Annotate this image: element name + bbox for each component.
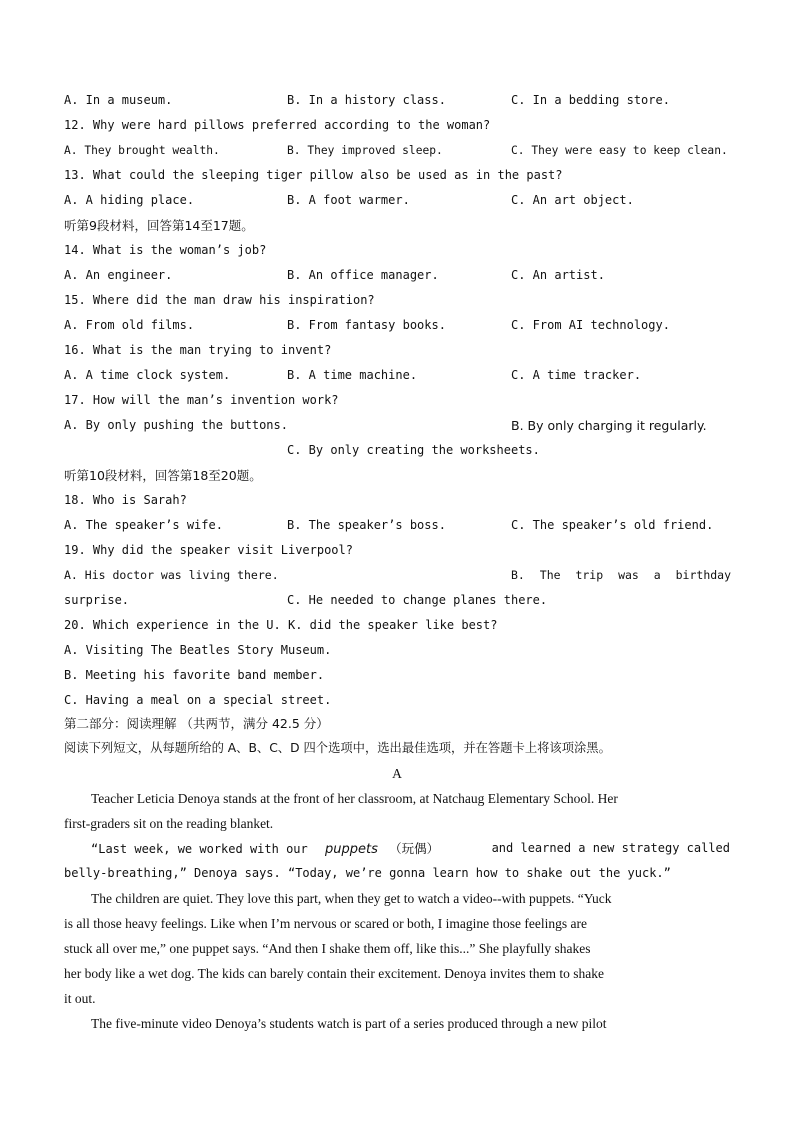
q20-stem: 20. Which experience in the U. K. did the speaker like best?: [64, 618, 498, 632]
q17-stem: 17. How will the man’s invention work?: [64, 393, 339, 407]
q16-option-c: C. A time tracker.: [511, 368, 642, 382]
q14-stem: 14. What is the woman’s job?: [64, 243, 267, 257]
q19-option-b: B. The trip was a birthday: [511, 568, 732, 582]
q17-options-row1: [64, 413, 730, 438]
q18-stem: 18. Who is Sarah?: [64, 493, 187, 507]
q19-options-row2: [64, 588, 730, 613]
q12-option-a: A. They brought wealth.: [64, 144, 220, 157]
passage-line-2: first-graders sit on the reading blanket.: [64, 816, 274, 831]
q15-option-c: C. From AI technology.: [511, 318, 670, 332]
q12-option-b: B. They improved sleep.: [287, 144, 443, 157]
q11-option-a: A. In a museum.: [64, 93, 173, 107]
q19-options-row1: [64, 563, 730, 588]
passage-line-9: it out.: [64, 991, 96, 1006]
q17-option-b: B. By only charging it regularly.: [511, 418, 707, 433]
q18-options: [64, 513, 730, 538]
q12-stem: 12. Why were hard pillows preferred according to the woman?: [64, 118, 491, 132]
q15-stem: 15. Where did the man draw his inspiration?: [64, 293, 375, 307]
q20-option-a: A. Visiting The Beatles Story Museum.: [64, 643, 332, 657]
q11-options: [64, 88, 730, 113]
q15-options: [64, 313, 730, 338]
q14-option-a: A. An engineer.: [64, 268, 173, 282]
passage-p2-end: and learned a new strategy called: [491, 841, 730, 855]
part-2-title: 第二部分：阅读理解 （共两节，满分 42.5 分）: [64, 716, 329, 731]
q19-option-a: A. His doctor was living there.: [64, 568, 279, 582]
q16-options: [64, 363, 730, 388]
passage-line-7: stuck all over me,” one puppet says. “And then I shake them off, like this...” She playfully shakes: [64, 941, 591, 956]
section-9-instruction: 听第9段材料，回答第14至17题。: [64, 218, 254, 233]
q18-option-c: C. The speaker’s old friend.: [511, 518, 714, 532]
q12-option-c: C. They were easy to keep clean.: [511, 144, 728, 157]
q13-option-c: C. An art object.: [511, 193, 634, 207]
q20-option-c: C. Having a meal on a special street.: [64, 693, 332, 707]
q18-option-b: B. The speaker’s boss.: [287, 518, 446, 532]
q12-options: [64, 138, 730, 163]
section-10-instruction: 听第10段材料，回答第18至20题。: [64, 468, 262, 483]
passage-p2-start: “Last week, we worked with our: [91, 842, 308, 856]
q13-option-b: B. A foot warmer.: [287, 193, 410, 207]
q14-options: [64, 263, 730, 288]
q19-stem: 19. Why did the speaker visit Liverpool?: [64, 543, 353, 557]
q17-option-a: A. By only pushing the buttons.: [64, 418, 288, 432]
q16-option-a: A. A time clock system.: [64, 368, 231, 382]
q17-option-c: C. By only creating the worksheets.: [287, 443, 540, 457]
q11-option-b: B. In a history class.: [287, 93, 446, 107]
q16-stem: 16. What is the man trying to invent?: [64, 343, 332, 357]
q13-stem: 13. What could the sleeping tiger pillow also be used as in the past?: [64, 168, 563, 182]
passage-line-5: The children are quiet. They love this part, when they get to watch a video--with puppets. “Yuck: [91, 891, 612, 906]
q19-option-c: C. He needed to change planes there.: [287, 593, 548, 607]
q16-option-b: B. A time machine.: [287, 368, 418, 382]
passage-gloss: （玩偶）: [389, 841, 440, 856]
q11-option-c: C. In a bedding store.: [511, 93, 670, 107]
passage-line-6: is all those heavy feelings. Like when I’m nervous or scared or both, I imagine those feelings are: [64, 916, 587, 931]
q13-option-a: A. A hiding place.: [64, 193, 195, 207]
q15-option-b: B. From fantasy books.: [287, 318, 446, 332]
passage-keyword-puppets: puppets: [324, 842, 378, 857]
q15-option-a: A. From old films.: [64, 318, 195, 332]
q19-option-b-cont: surprise.: [64, 593, 130, 607]
q14-option-b: B. An office manager.: [287, 268, 439, 282]
q18-option-a: A. The speaker’s wife.: [64, 518, 223, 532]
passage-line-1: Teacher Leticia Denoya stands at the front of her classroom, at Natchaug Elementary School. Her: [91, 791, 618, 806]
q20-option-b: B. Meeting his favorite band member.: [64, 668, 325, 682]
part-2-instruction: 阅读下列短文，从每题所给的 A、B、C、D 四个选项中，选出最佳选项，并在答题卡上将该项涂黑。: [64, 741, 611, 755]
passage-label: A: [392, 766, 402, 781]
q17-options-row2: [64, 438, 730, 463]
passage-line-3: [64, 836, 730, 861]
passage-line-8: her body like a wet dog. The kids can barely contain their excitement. Denoya invites them to shake: [64, 966, 604, 981]
passage-line-10: The five-minute video Denoya’s students watch is part of a series produced through a new pilot: [91, 1016, 607, 1031]
q13-options: [64, 188, 730, 213]
q14-option-c: C. An artist.: [511, 268, 605, 282]
passage-line-4: belly-breathing,” Denoya says. “Today, we’re gonna learn how to shake out the yuck.”: [64, 866, 671, 880]
